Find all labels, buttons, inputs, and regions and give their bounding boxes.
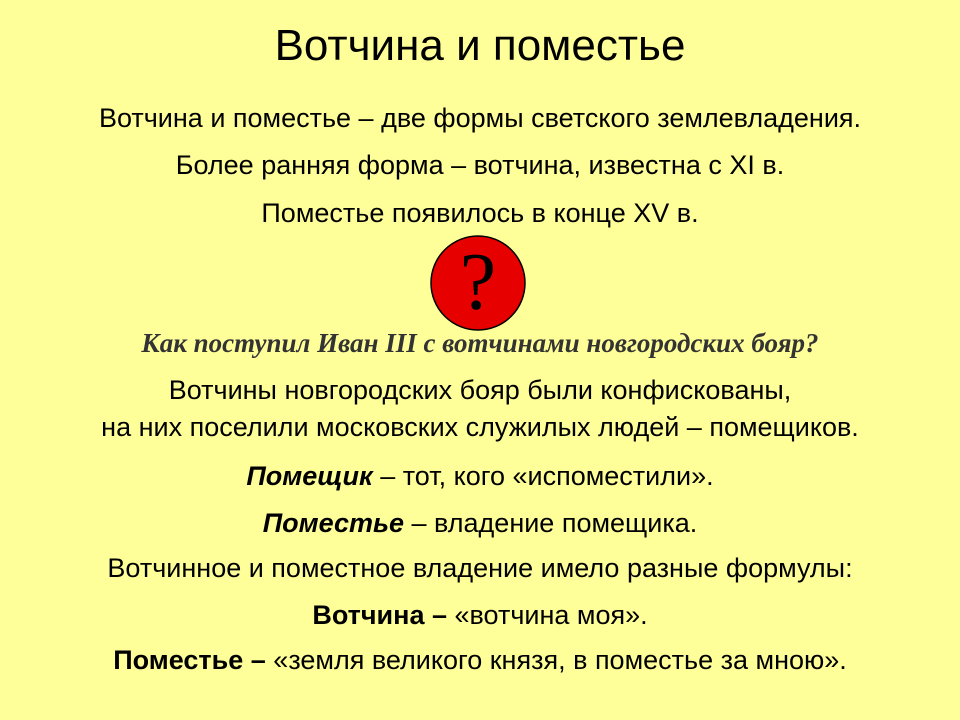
- formula-term: Вотчина –: [312, 600, 447, 630]
- definition-pomestie: [0, 506, 960, 540]
- question-mark-glyph: ?: [459, 236, 497, 327]
- answer-line-2: на них поселили московских служилых людей – помещиков.: [101, 412, 859, 442]
- formula-pomestie: [0, 643, 960, 677]
- definition-text: – владение помещика.: [404, 508, 698, 538]
- slide-title: Вотчина и поместье: [274, 21, 686, 70]
- definition-term: Поместье: [262, 508, 405, 538]
- definition-pomeshchik: [0, 459, 960, 493]
- definition-term: Помещик: [246, 461, 373, 491]
- definition-text: – тот, кого «испоместили».: [372, 461, 714, 491]
- question-mark-icon: [429, 234, 527, 332]
- question-text: Как поступил Иван III с вотчинами новгородских бояр?: [141, 328, 819, 358]
- intro-line-3: Поместье появилось в конце XV в.: [261, 198, 699, 228]
- formula-votchina: [0, 598, 960, 632]
- answer-line-1: Вотчины новгородских бояр были конфискованы,: [168, 375, 792, 405]
- formulas-intro: Вотчинное и поместное владение имело разные формулы:: [107, 553, 853, 583]
- intro-line-2: Более ранняя форма – вотчина, известна с XI в.: [175, 150, 785, 180]
- intro-line-1: Вотчина и поместье – две формы светского землевладения.: [98, 103, 862, 133]
- formula-text: «земля великого князя, в поместье за мною».: [265, 645, 847, 675]
- formula-term: Поместье –: [113, 645, 266, 675]
- formula-text: «вотчина моя».: [447, 600, 648, 630]
